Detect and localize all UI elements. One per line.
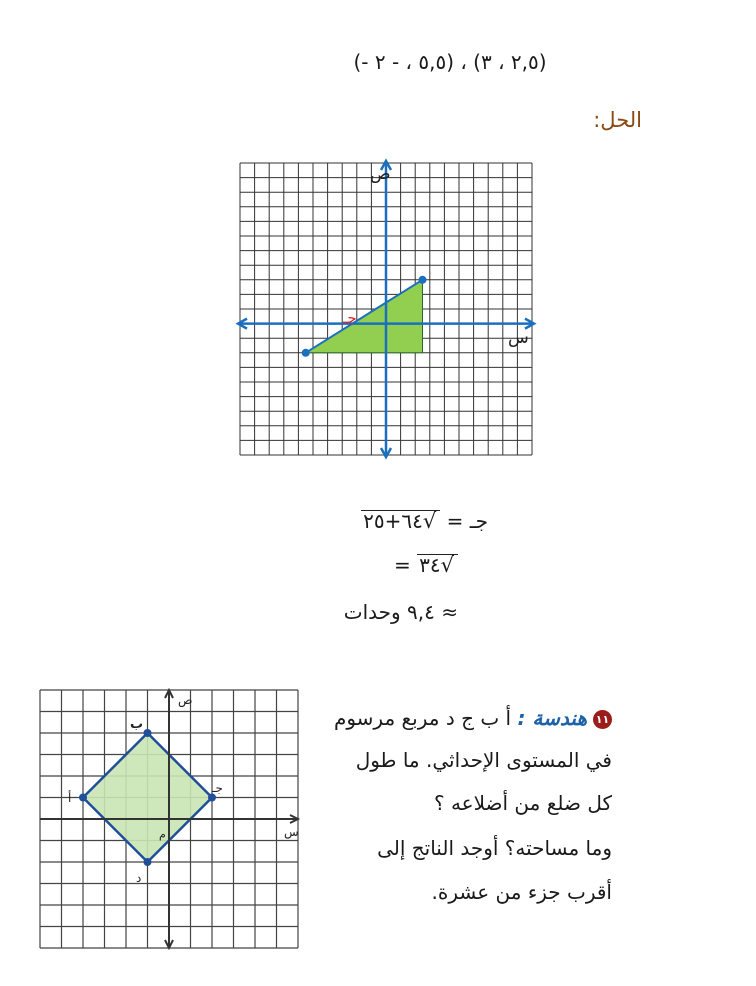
coordinate-graph-1	[230, 155, 550, 485]
question-title: هندسة :	[517, 706, 587, 730]
question-text-1: أ ب ج د مربع مرسوم	[333, 706, 512, 730]
hypotenuse-label: جـ	[343, 309, 357, 327]
square-abcd	[83, 733, 212, 862]
question-line-3: كل ضلع من أضلاعه ؟	[433, 791, 612, 815]
root-sign: √	[422, 509, 437, 533]
y-axis-label: ص	[370, 164, 391, 184]
square-root-1	[361, 509, 440, 533]
equation-line-2	[394, 553, 458, 577]
question-line-4: وما مساحته؟ أوجد الناتج إلى	[377, 836, 612, 860]
solution-label: الحل:	[593, 108, 642, 132]
vertex-label-c: جـ	[212, 781, 223, 795]
question-line-5: أقرب جزء من عشرة.	[431, 880, 612, 904]
problem-coordinates: (- ٥,٥ ، - ٢) ، (٢,٥ ، ٣)	[353, 50, 547, 74]
question-line-1	[334, 706, 612, 730]
radicand-2: ٣٤	[419, 553, 441, 577]
y-axis-label: ص	[178, 693, 193, 707]
radicand-1: ٦٤+٢٥	[363, 509, 423, 533]
point-a	[302, 349, 310, 357]
equation-prefix: جـ =	[446, 509, 488, 533]
graph2-axes	[40, 690, 298, 948]
root-sign: √	[440, 553, 454, 577]
equation-line-1	[361, 509, 488, 533]
vertex-b	[144, 729, 152, 737]
x-axis-label: س	[284, 825, 299, 839]
question-line-2: في المستوى الإحداثي. ما طول	[355, 748, 612, 772]
vertex-a	[79, 794, 87, 802]
center-label-m: م	[159, 828, 166, 841]
vertex-label-b: ب	[130, 717, 144, 732]
x-axis-label: س	[508, 328, 529, 348]
coordinate-graph-2	[38, 688, 310, 960]
equation-line-3: ≈ ٩,٤ وحدات	[343, 600, 458, 624]
vertex-d	[144, 858, 152, 866]
equation-prefix: =	[394, 553, 411, 577]
vertex-label-d: د	[136, 871, 142, 885]
vertex-label-a: أ	[68, 791, 72, 805]
point-b	[419, 276, 427, 284]
question-number-badge: ١١	[593, 710, 612, 729]
square-root-2	[417, 553, 458, 577]
